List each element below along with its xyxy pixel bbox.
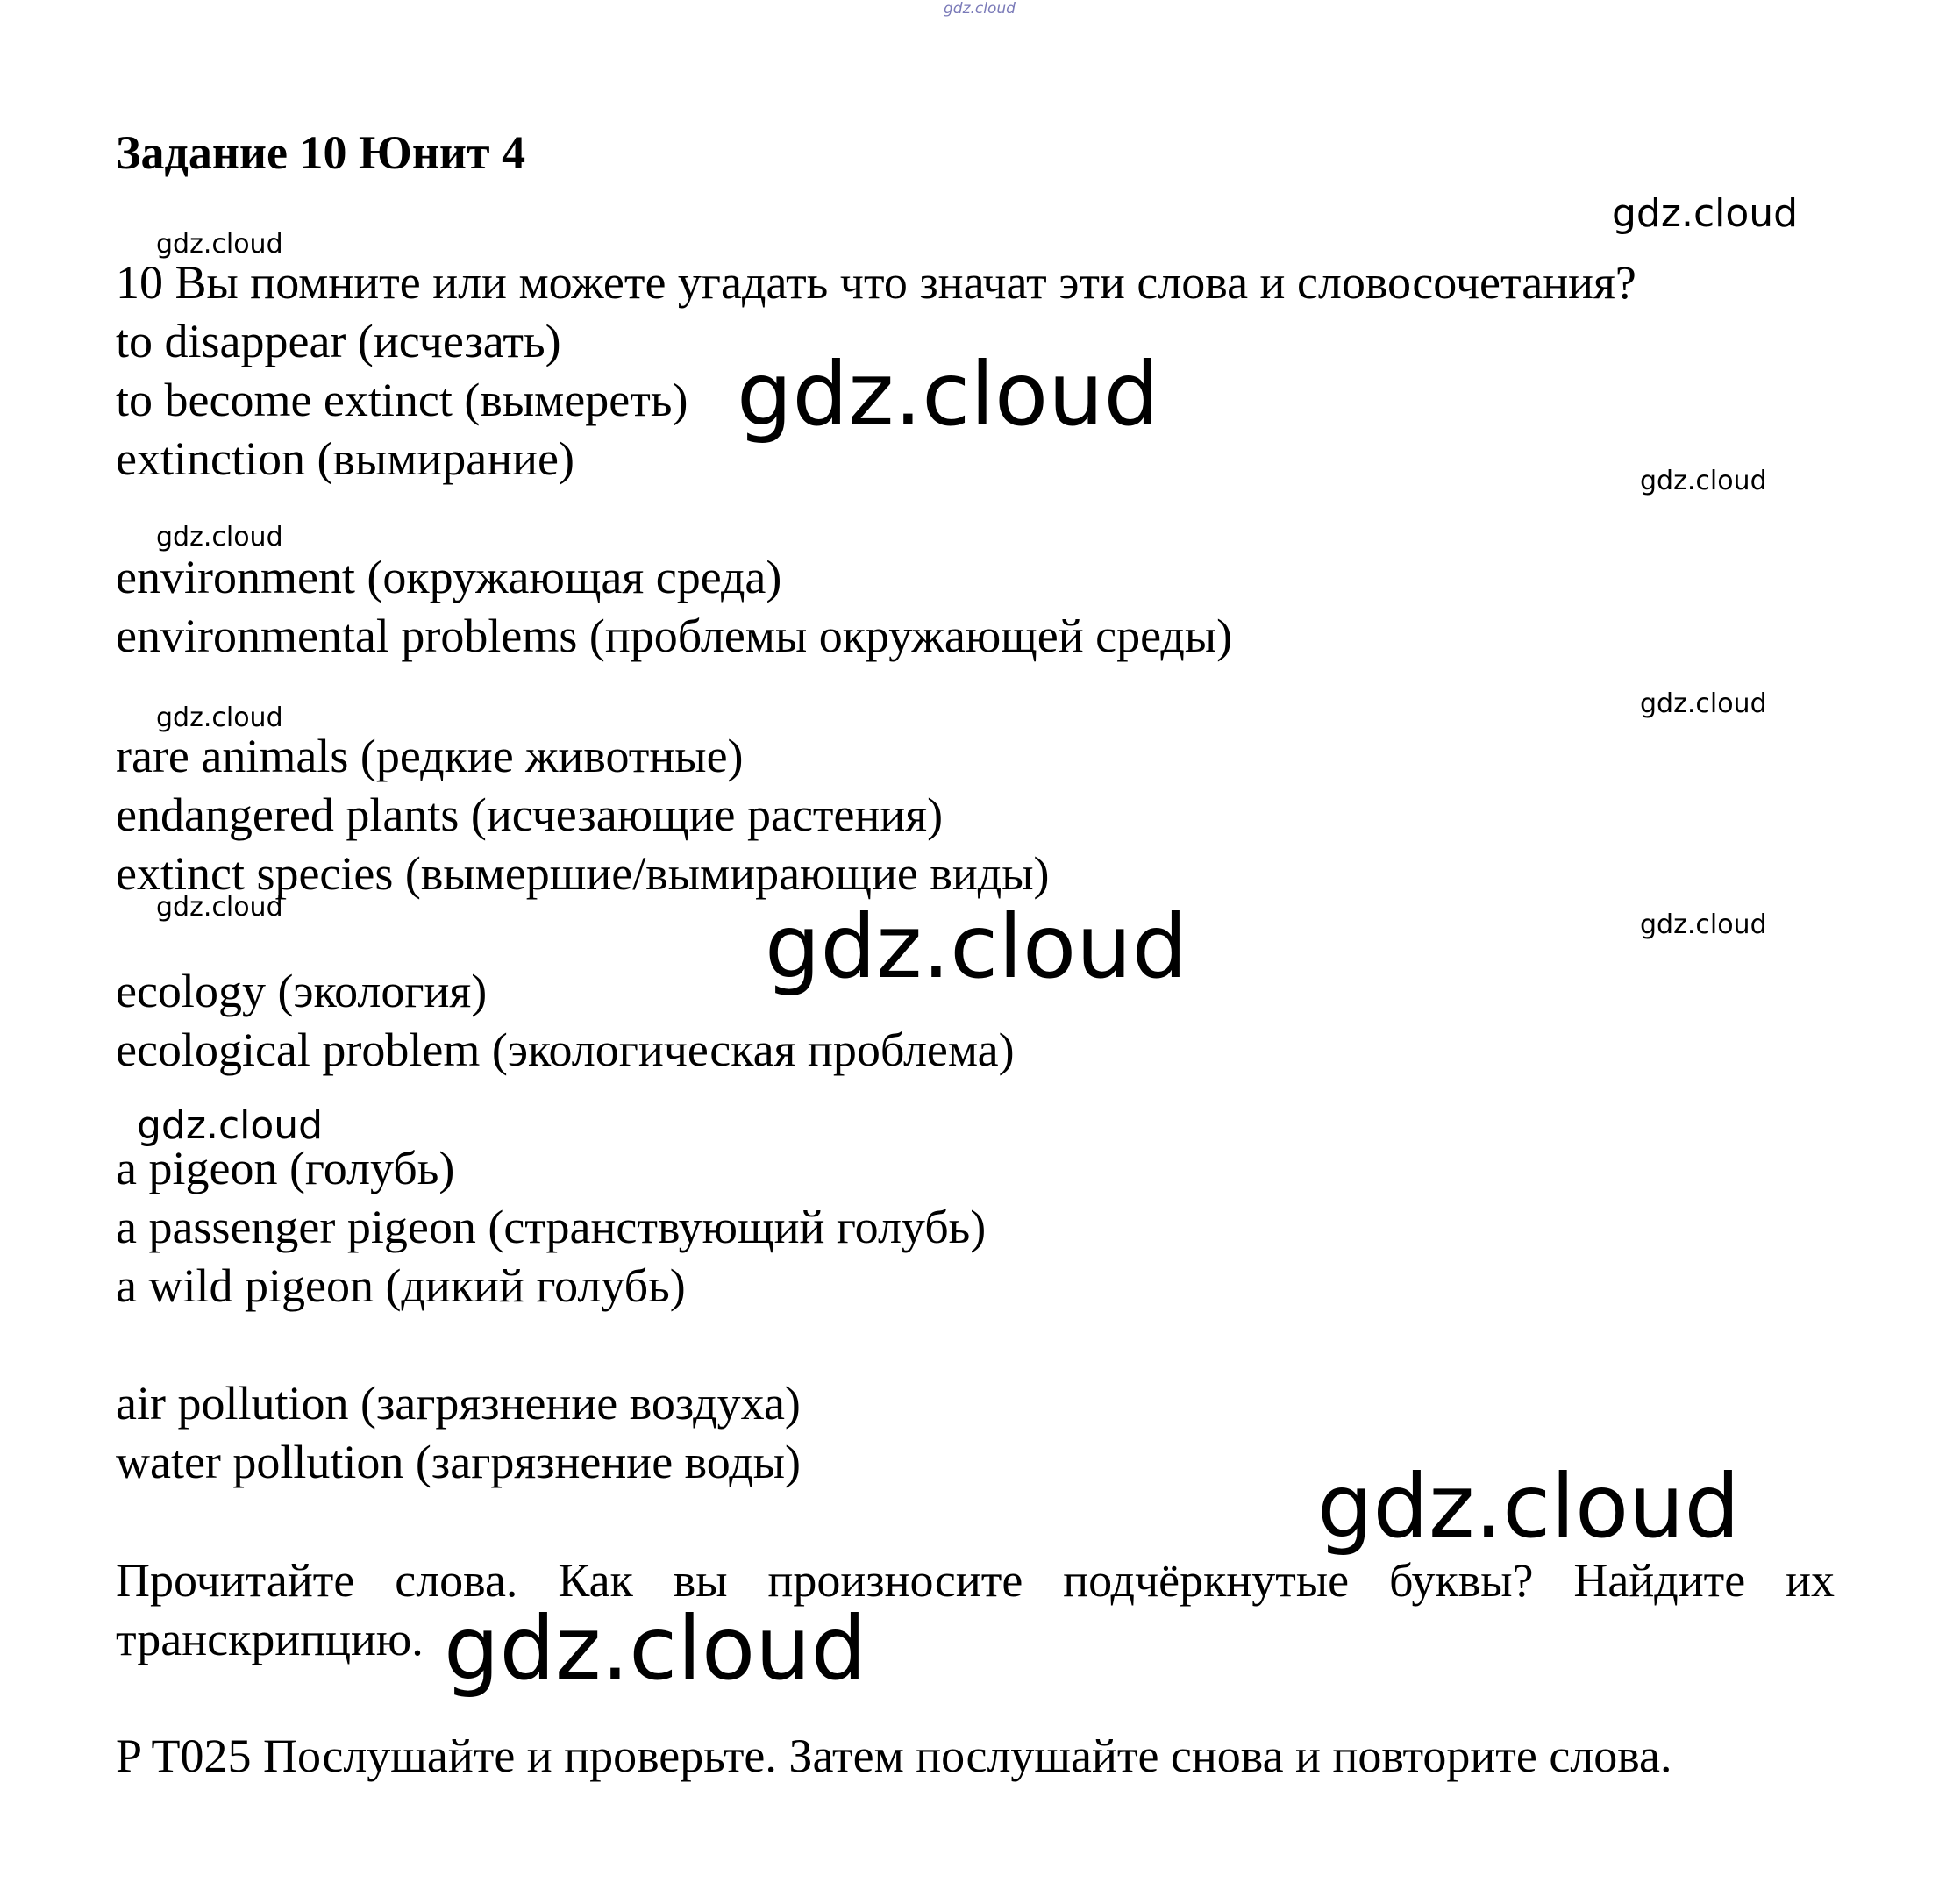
word-line: ecological problem (экологическая проблема)	[116, 1023, 1015, 1076]
instruction-text: Прочитайте слова. Как вы произносите подчёркнутые буквы? Найдите их транскрипцию.	[116, 1554, 1835, 1665]
watermark: gdz.cloud	[1640, 688, 1767, 719]
word-line: endangered plants (исчезающие растения)	[116, 788, 944, 841]
word-line: water pollution (загрязнение воды)	[116, 1436, 801, 1488]
word-line: a pigeon (голубь)	[116, 1142, 455, 1194]
word-line: environmental problems (проблемы окружающей среды)	[116, 610, 1233, 662]
header-watermark: gdz.cloud	[944, 0, 1016, 18]
watermark: gdz.cloud	[1640, 909, 1767, 940]
word-line: to become extinct (вымереть)	[116, 374, 688, 426]
word-line: extinct species (вымершие/вымирающие виды)	[116, 847, 1050, 900]
watermark: gdz.cloud	[737, 343, 1160, 446]
watermark: gdz.cloud	[444, 1597, 867, 1700]
word-line: a passenger pigeon (странствующий голубь)	[116, 1201, 987, 1253]
task-intro: 10 Вы помните или можете угадать что значат эти слова и словосочетания?	[116, 256, 1636, 309]
listen-instruction: P T025 Послушайте и проверьте. Затем послушайте снова и повторите слова.	[116, 1729, 1672, 1782]
instruction-paragraph	[116, 1551, 1835, 1669]
watermark: gdz.cloud	[156, 522, 283, 553]
watermark: gdz.cloud	[1640, 466, 1767, 496]
watermark: gdz.cloud	[137, 1103, 324, 1148]
watermark: gdz.cloud	[156, 892, 283, 923]
watermark: gdz.cloud	[156, 229, 283, 260]
word-line: ecology (экология)	[116, 965, 488, 1017]
watermark: gdz.cloud	[765, 895, 1188, 998]
word-line: rare animals (редкие животные)	[116, 730, 744, 782]
watermark: gdz.cloud	[1317, 1455, 1741, 1558]
word-line: air pollution (загрязнение воздуха)	[116, 1377, 801, 1430]
word-line: to disappear (исчезать)	[116, 315, 561, 367]
word-line: environment (окружающая среда)	[116, 551, 782, 603]
word-line: extinction (вымирание)	[116, 432, 574, 485]
watermark: gdz.cloud	[156, 702, 283, 733]
watermark: gdz.cloud	[1612, 191, 1799, 236]
word-line: a wild pigeon (дикий голубь)	[116, 1259, 686, 1312]
page-title: Задание 10 Юнит 4	[116, 126, 526, 179]
